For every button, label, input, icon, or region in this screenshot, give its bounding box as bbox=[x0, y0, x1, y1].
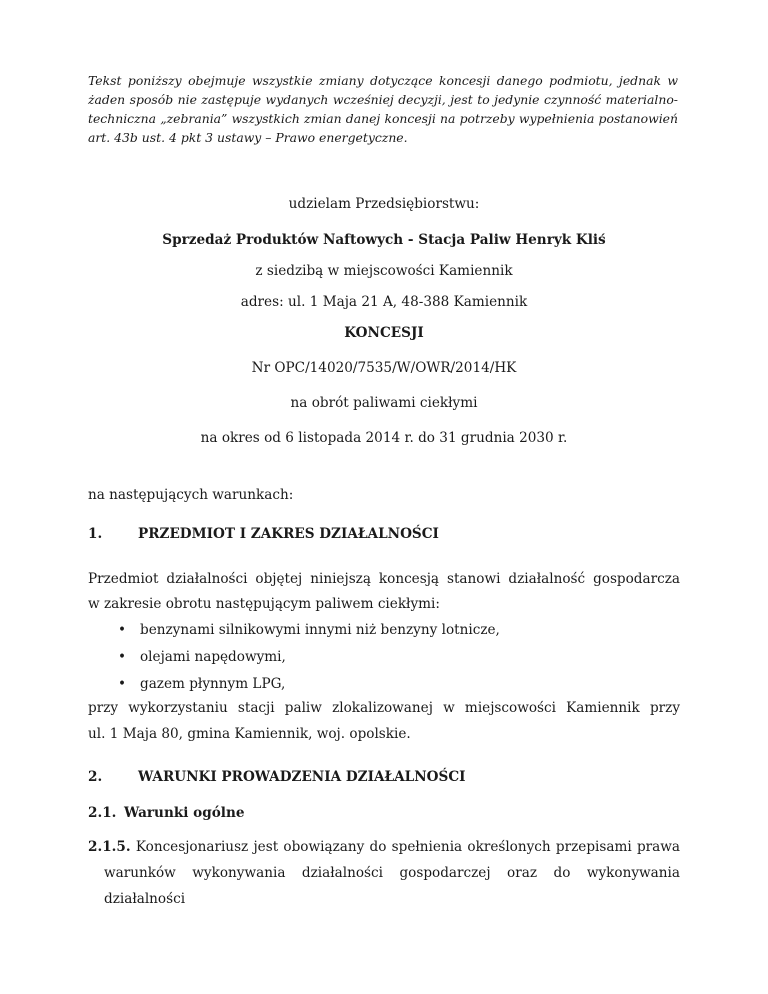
point-2-1-5-line1 bbox=[88, 834, 680, 860]
point-2-1-5-line2: warunków wykonywania działalności gospodarczej oraz do wykonywania działalności bbox=[104, 865, 680, 907]
bullet-icon: • bbox=[118, 622, 127, 638]
bullet-icon: • bbox=[118, 676, 127, 692]
section-1-title: PRZEDMIOT I ZAKRES DZIAŁALNOŚCI bbox=[138, 526, 439, 542]
bullet-icon: • bbox=[118, 649, 127, 665]
license-period: na okres od 6 listopada 2014 r. do 31 grudnia 2030 r. bbox=[200, 430, 568, 446]
location-line2: ul. 1 Maja 80, gmina Kamiennik, woj. opolskie. bbox=[88, 726, 411, 742]
grant-line: udzielam Przedsiębiorstwu: bbox=[288, 196, 480, 212]
list-item bbox=[118, 621, 500, 639]
license-scope: na obrót paliwami ciekłymi bbox=[290, 395, 478, 411]
company-address: adres: ul. 1 Maja 21 A, 48-388 Kamiennik bbox=[240, 294, 528, 310]
list-item bbox=[118, 675, 285, 693]
intro-disclaimer: Tekst poniższy obejmuje wszystkie zmiany dotyczące koncesji danego podmiotu, jednak w żaden sposób nie zastępuje wydanych wcześniej decyzji, jest to jedynie czynność materialno-techniczna „zebrania” wszystkich zmian danej koncesji na potrzeby wypełnienia postanowień art. 43b ust. 4 pkt 3 ustawy – Prawo energetyczne. bbox=[88, 73, 678, 145]
subsection-2-1-number: 2.1. bbox=[88, 805, 117, 821]
license-number: Nr OPC/14020/7535/W/OWR/2014/HK bbox=[251, 360, 517, 376]
license-title: KONCESJI bbox=[344, 325, 424, 341]
list-item-text: benzynami silnikowymi innymi niż benzyny lotnicze, bbox=[140, 622, 500, 638]
conditions-intro: na następujących warunkach: bbox=[88, 487, 294, 503]
point-2-1-5-number: 2.1.5. bbox=[88, 839, 131, 855]
subsection-2-1-title: Warunki ogólne bbox=[124, 805, 245, 821]
section-1-heading bbox=[88, 525, 439, 543]
section-2-heading bbox=[88, 768, 466, 786]
company-name: Sprzedaż Produktów Naftowych - Stacja Paliw Henryk Kliś bbox=[162, 232, 606, 248]
section-2-title: WARUNKI PROWADZENIA DZIAŁALNOŚCI bbox=[138, 769, 466, 785]
subsection-2-1-heading bbox=[88, 804, 244, 822]
section-1-number: 1. bbox=[88, 526, 103, 542]
section-1-para-line1: Przedmiot działalności objętej niniejszą koncesją stanowi działalność gospodarcza bbox=[88, 571, 680, 587]
list-item-text: gazem płynnym LPG, bbox=[140, 676, 286, 692]
section-1-para-line2: w zakresie obrotu następującym paliwem ciekłymi: bbox=[88, 596, 440, 612]
list-item-text: olejami napędowymi, bbox=[140, 649, 286, 665]
company-seat: z siedzibą w miejscowości Kamiennik bbox=[255, 263, 513, 279]
location-line1: przy wykorzystaniu stacji paliw zlokalizowanej w miejscowości Kamiennik przy bbox=[88, 700, 680, 716]
section-2-number: 2. bbox=[88, 769, 103, 785]
list-item bbox=[118, 648, 286, 666]
point-2-1-5-text: Koncesjonariusz jest obowiązany do spełnienia określonych przepisami prawa bbox=[135, 839, 680, 855]
